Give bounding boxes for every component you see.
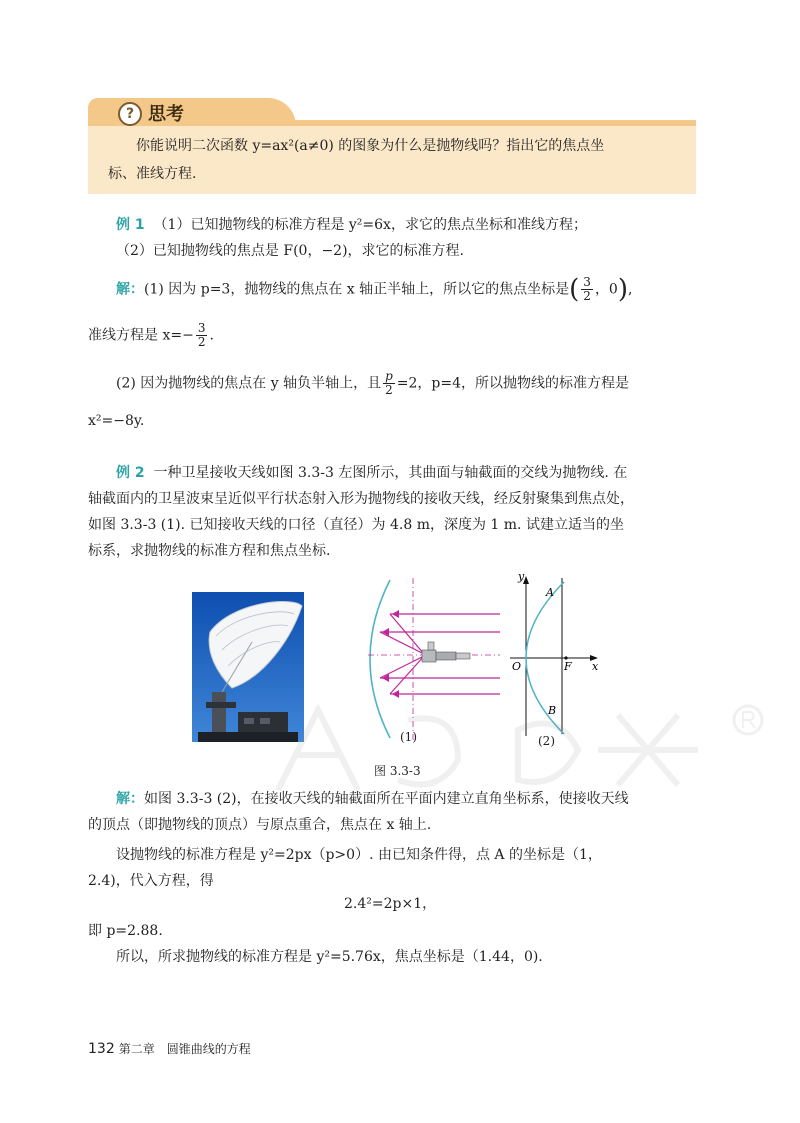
solution2-equation: 2.4²=2p×1， (344, 896, 437, 912)
example1-label: 例 1 (116, 217, 145, 233)
figure-caption: 图 3.3-3 (374, 764, 421, 778)
thinking-line-1: 你能说明二次函数 y=ax²(a≠0) 的图象为什么是抛物线吗？指出它的焦点坐 (136, 138, 605, 154)
point-b-label: B (548, 704, 557, 717)
page-footer (88, 1040, 251, 1057)
example1-s2-text: (2) 因为抛物线的焦点在 y 轴负半轴上，且 (116, 375, 382, 392)
solution2-line-2: 的顶点（即抛物线的顶点）与原点重合，焦点在 x 轴上. (88, 817, 432, 833)
thinking-line-2: 标、准线方程. (108, 166, 197, 182)
solution2-line-4: 2.4)，代入方程，得 (88, 873, 214, 889)
example1-question-2 (88, 238, 698, 264)
example1-s1b-text: 准线方程是 x=− (88, 327, 194, 344)
example1-s1b-fraction: $\frac{3}{2}$ (197, 321, 206, 349)
example1-solution-2b (88, 408, 698, 434)
example2-label: 例 2 (116, 465, 145, 481)
question-icon: ? (118, 102, 142, 126)
example1-q1: （1）已知抛物线的标准方程是 y²=6x，求它的焦点坐标和准线方程； (153, 217, 587, 233)
example1-solution-label: 解： (116, 281, 144, 298)
chapter-title: 第二章 圆锥曲线的方程 (118, 1042, 251, 1056)
point-a-label: A (546, 586, 554, 599)
figure-2-label: (2) (538, 734, 555, 748)
thinking-text (108, 132, 678, 188)
solution2-line-3: 设抛物线的标准方程是 y²=2px（p>0）. 由已知条件得，点 A 的坐标是（1， (116, 847, 602, 863)
example2-line-3: 如图 3.3-3 (1). 已知接收天线的口径（直径）为 4.8 m，深度为 1 m. 试建立适当的坐 (88, 517, 624, 533)
y-axis-label: y (518, 570, 525, 583)
page-number: 132 (88, 1041, 115, 1057)
example2-line-2: 轴截面内的卫星波束呈近似平行状态射入形为抛物线的接收天线，经反射聚集到焦点处， (88, 491, 634, 507)
example1-s1-fraction: $\frac{3}{2}$ (583, 275, 591, 303)
example1-directrix: 准线方程是 x=− $\frac{3}{2}$ . (88, 321, 214, 349)
solution2-line-5: 即 p=2.88. (88, 923, 163, 939)
example1-solution-1: 解：(1) 因为 p=3，抛物线的焦点在 x 轴正半轴上，所以它的焦点坐标是( $\frac{3}{2}$ ，0), (116, 274, 633, 305)
example1-s2-fraction: $\frac{p}{2}$ (385, 369, 393, 397)
example1-solution-2: (2) 因为抛物线的焦点在 y 轴负半轴上，且 $\frac{p}{2}$ =2，p=4，所以抛物线的标准方程是 (116, 369, 630, 397)
solution2-line-6: 所以，所求抛物线的标准方程是 y²=5.76x，焦点坐标是（1.44，0). (116, 949, 543, 965)
example2-line-4: 标系，求抛物线的标准方程和焦点坐标. (88, 543, 331, 559)
solution2-label: 解： (116, 791, 144, 807)
x-axis-label: x (592, 660, 599, 673)
thinking-box (88, 98, 696, 194)
example2-line-1: 例 2 一种卫星接收天线如图 3.3-3 左图所示，其曲面与轴截面的交线为抛物线. 在 (116, 465, 628, 481)
example1-q2: （2）已知抛物线的焦点是 F(0，−2)，求它的标准方程. (116, 243, 464, 259)
focus-label: F (564, 660, 572, 673)
figure-1-label: (1) (400, 730, 417, 744)
example1-s1-text: (1) 因为 p=3，抛物线的焦点在 x 轴正半轴上，所以它的焦点坐标是 (144, 281, 570, 298)
solution2-line-1: 解：如图 3.3-3 (2)，在接收天线的轴截面所在平面内建立直角坐标系，使接收天线 (116, 791, 629, 807)
example1-s2b-text: x²=−8y. (88, 413, 145, 429)
origin-label: O (512, 660, 522, 673)
publisher-watermark (258, 700, 778, 800)
example1-question-1 (88, 212, 698, 238)
thinking-title: 思考 (148, 104, 184, 125)
